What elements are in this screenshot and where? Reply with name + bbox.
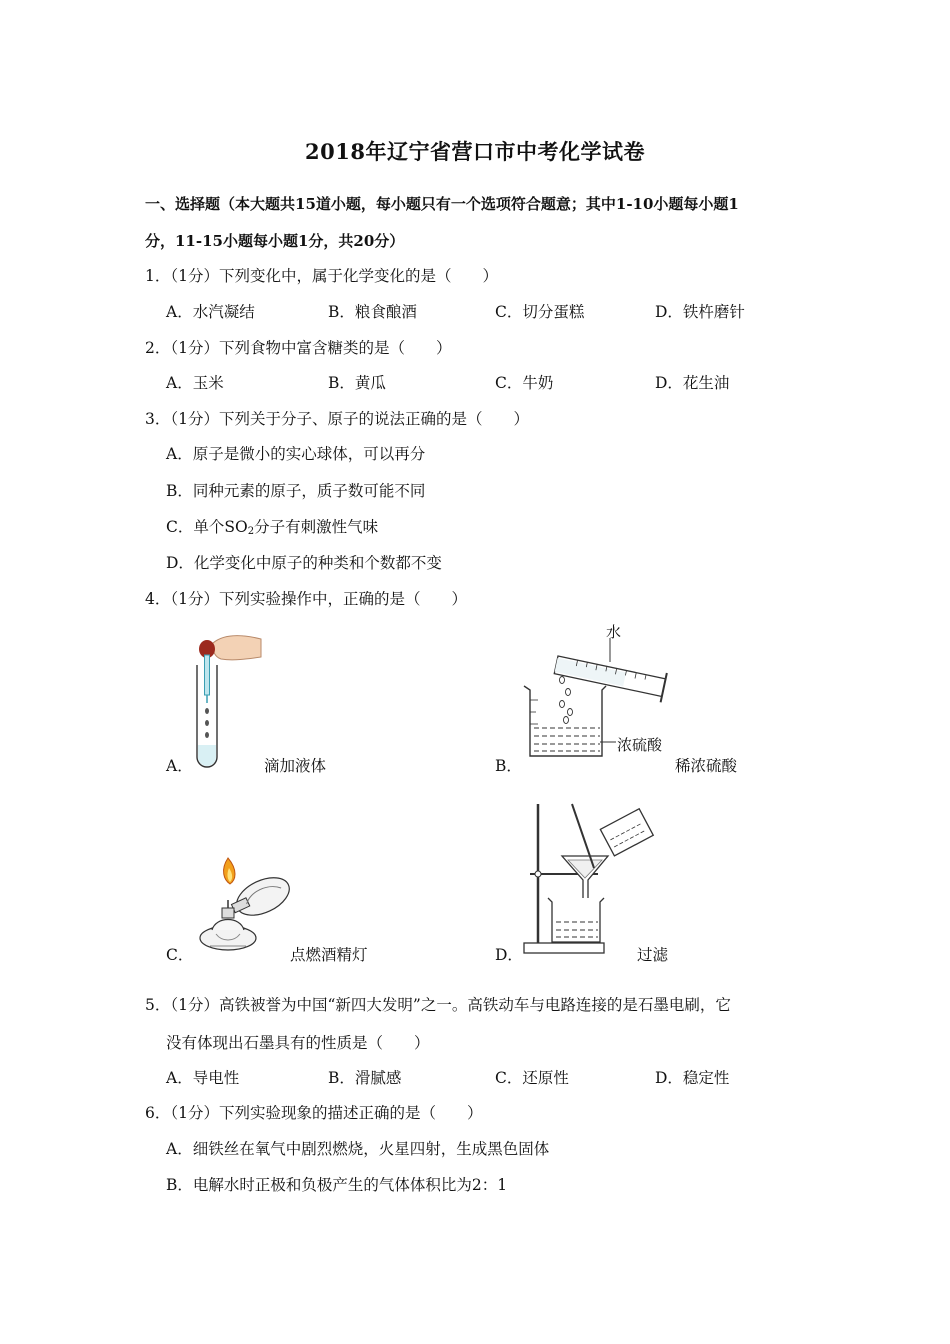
q2-option-d: D．花生油 xyxy=(655,374,730,392)
figure-b-label-water: 水 xyxy=(606,623,622,641)
figure-c-caption: 点燃酒精灯 xyxy=(290,946,368,964)
q5-option-b: B．滑腻感 xyxy=(328,1069,402,1087)
q2-option-a: A．玉米 xyxy=(166,374,224,392)
q3-option-a: A．原子是微小的实心球体，可以再分 xyxy=(166,445,426,463)
q3-option-c-pre: C．单个SO xyxy=(166,518,248,536)
figure-c-letter: C． xyxy=(166,946,194,964)
question-6-stem: 6．（1分）下列实验现象的描述正确的是（ ） xyxy=(145,1104,483,1122)
q1-option-b: B．粮食酿酒 xyxy=(328,303,417,321)
q2-option-c: C．牛奶 xyxy=(495,374,554,392)
figure-d-letter: D． xyxy=(495,946,523,964)
figure-d-filtration-setup xyxy=(522,800,637,960)
q5-option-a: A．导电性 xyxy=(166,1069,240,1087)
q2-option-b: B．黄瓜 xyxy=(328,374,386,392)
page-title: 2018年辽宁省营口市中考化学试卷 xyxy=(305,139,645,164)
figure-b-label-acid: 浓硫酸 xyxy=(617,736,663,754)
q3-option-c-subscript: 2 xyxy=(247,526,255,537)
question-3-stem: 3．（1分）下列关于分子、原子的说法正确的是（ ） xyxy=(145,410,529,428)
question-1-stem: 1．（1分）下列变化中，属于化学变化的是（ ） xyxy=(145,267,498,285)
q3-option-c-post: 分子有刺激性气味 xyxy=(254,518,379,536)
figure-c-alcohol-lamps xyxy=(190,850,290,955)
figure-a-caption: 滴加液体 xyxy=(264,757,327,775)
q1-option-d: D．铁杵磨针 xyxy=(655,303,745,321)
question-2-stem: 2．（1分）下列食物中富含糖类的是（ ） xyxy=(145,339,452,357)
q3-option-b: B．同种元素的原子，质子数可能不同 xyxy=(166,482,426,500)
q5-option-d: D．稳定性 xyxy=(655,1069,730,1087)
figure-b-caption: 稀浓硫酸 xyxy=(675,757,738,775)
question-5-stem-line1: 5．（1分）高铁被誉为中国“新四大发明”之一。高铁动车与电路连接的是石墨电刷，它 xyxy=(145,996,731,1014)
q3-option-c xyxy=(166,515,378,537)
figure-a-dropper-test-tube xyxy=(185,625,265,770)
question-4-stem: 4．（1分）下列实验操作中，正确的是（ ） xyxy=(145,590,467,608)
figure-a-letter: A． xyxy=(166,757,193,775)
q6-option-b: B．电解水时正极和负极产生的气体体积比为2：1 xyxy=(166,1176,508,1194)
q6-option-a: A．细铁丝在氧气中剧烈燃烧，火星四射，生成黑色固体 xyxy=(166,1140,550,1158)
q1-option-c: C．切分蛋糕 xyxy=(495,303,585,321)
section-header-line2: 分，11-15小题每小题1分，共20分） xyxy=(145,232,405,250)
q5-option-c: C．还原性 xyxy=(495,1069,569,1087)
figure-b-letter: B． xyxy=(495,757,522,775)
section-header-line1: 一、选择题（本大题共15道小题，每小题只有一个选项符合题意；其中1-10小题每小题1 xyxy=(145,195,739,213)
question-5-stem-line2: 没有体现出石墨具有的性质是（ ） xyxy=(166,1034,430,1052)
q3-option-d: D．化学变化中原子的种类和个数都不变 xyxy=(166,554,442,572)
figure-d-caption: 过滤 xyxy=(637,946,669,964)
q1-option-a: A．水汽凝结 xyxy=(166,303,255,321)
